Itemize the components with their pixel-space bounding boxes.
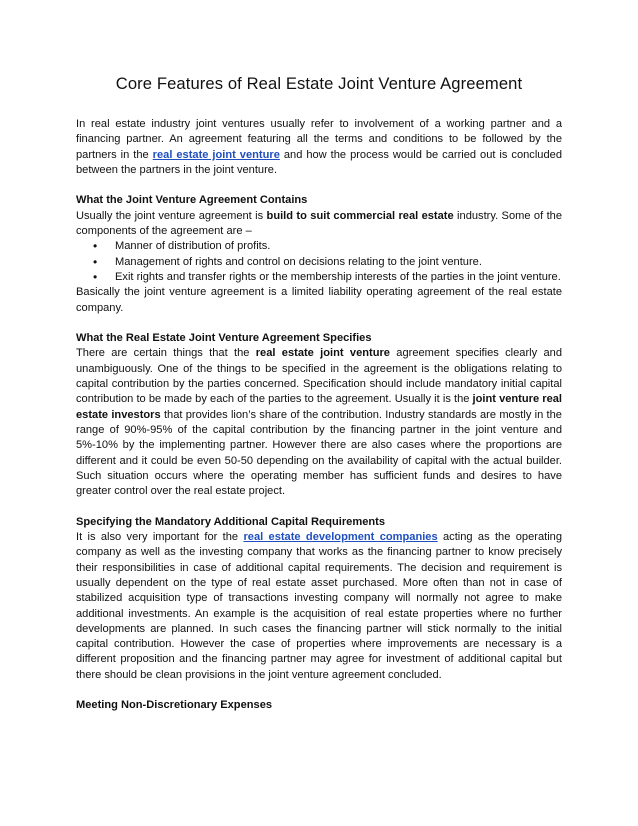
section2-paragraph — [76, 346, 562, 499]
intro-paragraph — [76, 117, 562, 178]
real-estate-joint-venture-link[interactable]: real estate joint venture — [152, 148, 280, 161]
components-list — [76, 239, 562, 285]
section3-text-before: It is also very important for the — [76, 531, 244, 544]
section2-text-3: that provides lion’s share of the contribution. Industry standards are mostly in the range of 90%-95% of the capital contribution by the financing partner in the joint venture and 5%-10% by the implementing partner. However there are also cases where the proportions are different and it could be even 50-50 depending on the availability of capital with the actual builder. Such situation occurs where the operating member has sufficient funds and desires to have greater control over the real estate project. — [76, 408, 562, 498]
intro-text-after: and how the process would be carried out is concluded between the partners in the joint venture. — [76, 148, 562, 176]
real-estate-development-companies-link[interactable]: real estate development companies — [243, 531, 438, 544]
section2-bold-1: real estate joint venture — [255, 347, 390, 360]
list-item: • Exit rights and transfer rights or the membership interests of the parties in the joint venture. — [115, 270, 562, 285]
section3-paragraph — [76, 530, 562, 683]
intro-text-before: In real estate industry joint ventures usually refer to involvement of a working partner and a financing partner. An agreement featuring all the terms and conditions to be followed by the partners in the — [76, 118, 562, 161]
section-heading-specifies: What the Real Estate Joint Venture Agreement Specifies — [76, 332, 372, 345]
section-heading-contains: What the Joint Venture Agreement Contains — [76, 194, 308, 207]
section3-text-after: acting as the operating company as well as the investing company that works as the financing partner to know precisely their responsibilities in case of additional capital requirements. The decision and requirement is usually dependent on the type of real estate asset purchased. More often than not in case of stabilized acquisition type of transactions investing company will normally not agree to make additional investments. An example is the acquisition of real estate properties where no further developments are planned. In such cases the financing partner will stick normally to the initial capital contribution. However the case of properties where improvements are necessary is a different proposition and the financing partner may agree for investment of additional capital but there should be clean provisions in the joint venture agreement concluded. — [76, 531, 562, 681]
section1-paragraph — [76, 209, 562, 240]
section2-text-2: agreement specifies clearly and unambiguously. One of the things to be specified in the agreement is the obligations relating to capital contribution by the parties concerned. Specification should include mandatory initial capital contribution to be made by each of the parties to the agreement. Usually it is the — [76, 347, 563, 406]
section2-bold-2: joint venture real estate investors — [76, 393, 562, 421]
section-heading-additional-capital: Specifying the Mandatory Additional Capital Requirements — [76, 515, 386, 528]
list-item: • Management of rights and control on decisions relating to the joint venture. — [115, 255, 562, 270]
section-heading-non-discretionary: Meeting Non-Discretionary Expenses — [76, 699, 273, 712]
page-title: Core Features of Real Estate Joint Venture Agreement — [115, 74, 523, 93]
section1-text-before: Usually the joint venture agreement is — [76, 209, 267, 222]
section1-bold-phrase: build to suit commercial real estate — [266, 209, 454, 222]
section1-text-after: industry. Some of the components of the agreement are – — [76, 209, 562, 238]
list-item: • Manner of distribution of profits. — [115, 239, 562, 254]
section2-text-1: There are certain things that the — [76, 347, 256, 360]
section1-summary: Basically the joint venture agreement is a limited liability operating agreement of the real estate company. — [76, 286, 562, 314]
